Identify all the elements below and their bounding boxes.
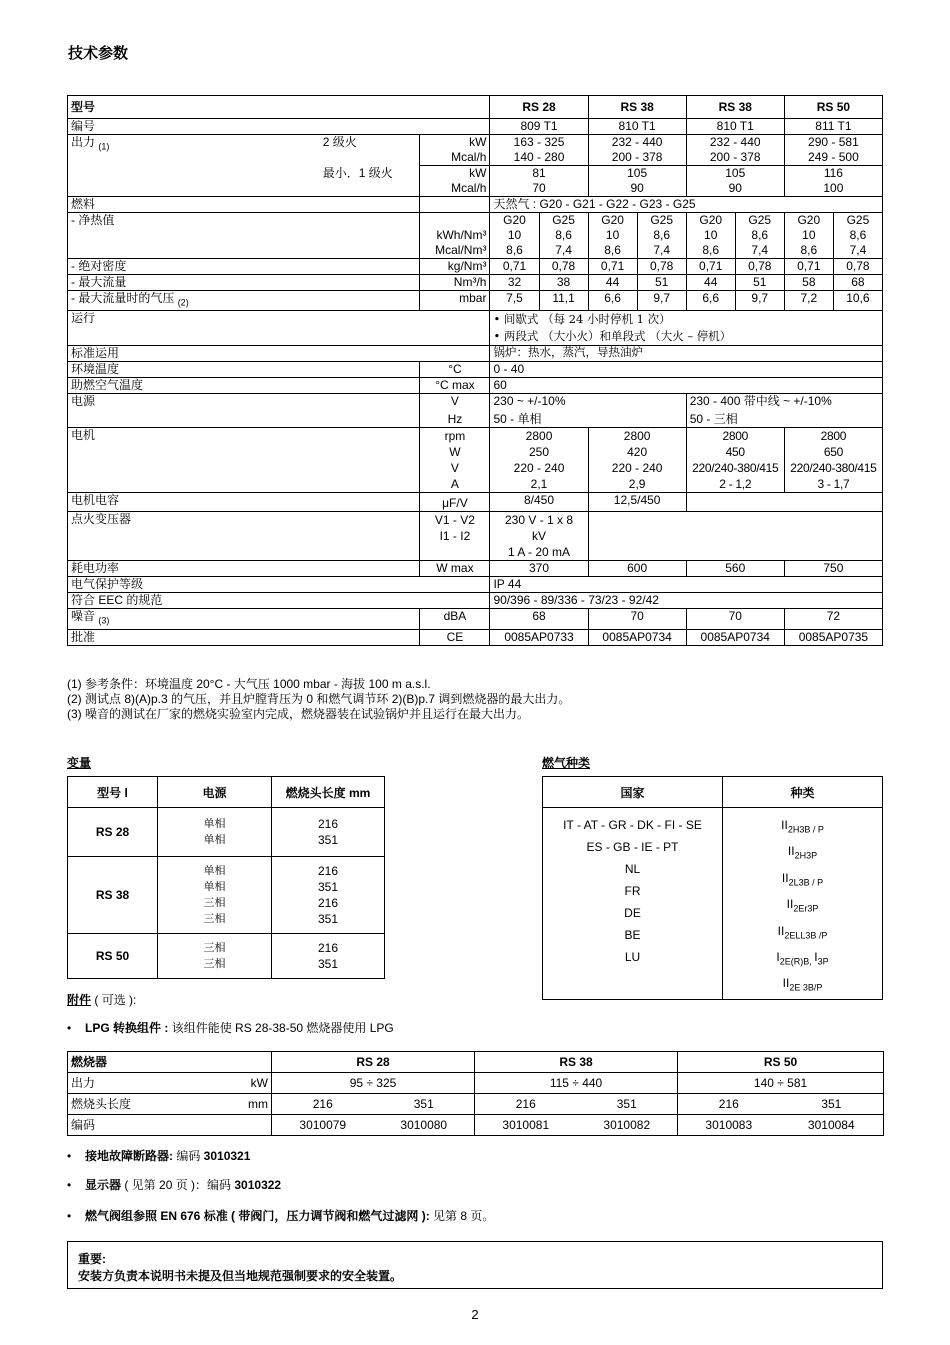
- code-label: 编号: [68, 119, 490, 135]
- unit: kW: [420, 135, 490, 151]
- value-cell: 90: [686, 181, 784, 197]
- value-cell: 220 - 240: [611, 461, 663, 476]
- operation-row: [68, 311, 883, 346]
- table-row: [68, 808, 385, 857]
- density-row: [68, 259, 883, 275]
- unit: mm: [248, 1097, 268, 1111]
- unit: μF/V: [420, 493, 490, 512]
- value-cell: 8,6: [588, 243, 637, 259]
- model-cell: RS 38: [68, 857, 158, 934]
- value-cell: 9,7: [735, 291, 784, 311]
- value-cell: 44: [686, 275, 735, 291]
- model-cell: RS 28: [272, 1052, 475, 1073]
- footnote: (2) 测试点 8)(A)p.3 的气压，并且炉膛背压为 0 和燃气调节环 2)(B)p.7 调到燃烧器的最大出力。: [67, 692, 571, 706]
- important-box: [67, 1241, 883, 1289]
- footnote: (3) 噪音的测试在厂家的燃烧实验室内完成，燃烧器装在试验锅炉并且运行在最大出力。: [67, 707, 530, 721]
- category-cell: $I_{2E(R)B,}$ $I_{3P}$: [776, 949, 829, 967]
- power-cell: 三相: [203, 957, 226, 970]
- value-cell: 0085AP0734: [686, 629, 784, 645]
- accessories-optional: ( 可选 ):: [94, 993, 137, 1007]
- value-cell: 0,71: [784, 259, 833, 275]
- model-row: [68, 96, 883, 119]
- value-cell: 0085AP0735: [784, 629, 882, 645]
- output-row: [68, 135, 883, 151]
- value-cell: 51: [637, 275, 686, 291]
- bullet-code: 3010321: [203, 1149, 251, 1163]
- value-cell: 38: [539, 275, 588, 291]
- bullet-code: 3010322: [234, 1178, 282, 1192]
- value-cell: 216: [678, 1094, 780, 1115]
- value-cell: 81: [490, 166, 588, 182]
- model-cell: RS 28: [68, 808, 158, 857]
- application-value: 锅炉：热水，蒸汽，导热油炉: [490, 346, 883, 362]
- variants-table: [67, 776, 385, 979]
- value-cell: 600: [588, 561, 686, 577]
- unit: dBA: [420, 609, 490, 629]
- value-cell: 12,5/450: [588, 493, 686, 512]
- bullet-title: 显示器: [85, 1178, 122, 1192]
- value-cell: 3 - 1,7: [817, 477, 850, 492]
- value-cell: 3010082: [577, 1115, 678, 1136]
- eec-label: 符合 EEC 的规范: [68, 593, 490, 609]
- fuel-label: 燃料: [68, 197, 420, 213]
- model-label: 型号: [68, 96, 490, 119]
- ambient-label: 环境温度: [68, 362, 420, 378]
- model-cell: RS 50: [68, 934, 158, 979]
- value-cell: 0,78: [833, 259, 882, 275]
- note-ref: (3): [98, 615, 110, 626]
- gas-type: G20: [588, 213, 637, 229]
- value-cell: 250: [529, 445, 550, 460]
- operation-label: 运行: [68, 311, 490, 346]
- power-value: 230 ~ +/-10%: [490, 394, 686, 410]
- value-cell: 105: [686, 166, 784, 182]
- unit: I1 - I2: [439, 529, 471, 544]
- value-cell: 7,4: [637, 243, 686, 259]
- value-cell: 0,71: [588, 259, 637, 275]
- fuel-row: [68, 197, 883, 213]
- value-cell: 105: [588, 166, 686, 182]
- power-value: 50 - 三相: [686, 409, 882, 428]
- category-cell: $II_{2H3P}$: [787, 844, 818, 861]
- lhv-label: - 净热值: [68, 213, 420, 259]
- value-cell: 90: [588, 181, 686, 197]
- value-cell: 2800: [722, 429, 748, 444]
- power-cell: 三相: [203, 941, 226, 954]
- code-row: [68, 119, 883, 135]
- value-cell: 8,6: [735, 228, 784, 243]
- value-cell: 10: [784, 228, 833, 243]
- application-label: 标准运用: [68, 346, 490, 362]
- value-cell: 7,5: [490, 291, 539, 311]
- length-cell: 216: [317, 896, 339, 910]
- stage2-label: 2 级火: [320, 135, 420, 166]
- approval-row: [68, 629, 883, 645]
- value-cell: 10,6: [833, 291, 882, 311]
- value-cell: 2800: [525, 429, 553, 444]
- important-text: 安装方负责本说明书未提及但当地规范强制要求的安全装置。: [78, 1269, 403, 1283]
- footnote: (1) 参考条件：环境温度 20°C - 大气压 1000 mbar - 海拔 100 m a.s.l.: [67, 677, 431, 691]
- value-cell: 351: [577, 1094, 678, 1115]
- operation-line: • 间歇式 （每 24 小时停机 1 次）: [493, 312, 671, 327]
- operation-line: • 两段式 （大小火）和单段式 （大火 – 停机）: [493, 329, 732, 344]
- power-cell: 三相: [203, 912, 226, 925]
- value-cell: 140 - 280: [490, 150, 588, 166]
- accessory-table: [67, 1051, 884, 1136]
- spec-table: [67, 95, 883, 646]
- bullet-title: 燃气阀组参照 EN 676 标准 ( 带阀门，压力调节阀和燃气过滤网 ):: [85, 1209, 430, 1223]
- value-cell: 0,78: [735, 259, 784, 275]
- acc-code-row: [68, 1115, 884, 1136]
- unit: W: [449, 445, 461, 460]
- gas-type: G20: [784, 213, 833, 229]
- unit: Hz: [420, 409, 490, 428]
- code-cell: 809 T1: [490, 119, 588, 135]
- value-cell: 10: [490, 228, 539, 243]
- value-cell: 0,71: [686, 259, 735, 275]
- gas-type: G25: [735, 213, 784, 229]
- approval-label: 批准: [68, 629, 420, 645]
- acc-length-row: [68, 1094, 884, 1115]
- variants-heading: 变量: [67, 756, 92, 770]
- value-cell: 2 - 1,2: [719, 477, 752, 492]
- gas-body-row: [543, 808, 883, 1000]
- category-cell: $II_{2Er3P}$: [786, 897, 819, 914]
- unit: kW: [420, 166, 490, 182]
- application-row: [68, 346, 883, 362]
- accessories-line: [67, 991, 136, 1008]
- page-number: 2: [471, 1307, 479, 1322]
- protection-label: 电气保护等级: [68, 577, 490, 593]
- value-cell: 70: [490, 181, 588, 197]
- accessories-heading: 附件: [67, 993, 92, 1007]
- country-cell: LU: [624, 950, 641, 964]
- value-cell: 2800: [623, 429, 651, 444]
- value-cell: 116: [784, 166, 882, 182]
- ignition-row: [68, 512, 883, 561]
- protection-value: IP 44: [490, 577, 883, 593]
- bullet-item: • 接地故障断路器: 编码 3010321: [67, 1149, 251, 1163]
- col-header: 电源: [158, 777, 272, 808]
- col-header: 种类: [723, 777, 883, 808]
- unit: CE: [420, 629, 490, 645]
- value-cell: 51: [735, 275, 784, 291]
- unit: Mcal/h: [420, 181, 490, 197]
- value-cell: 140 ÷ 581: [678, 1073, 884, 1094]
- value-cell: 249 - 500: [784, 150, 882, 166]
- value-cell: 232 - 440: [686, 135, 784, 151]
- value-cell: 95 ÷ 325: [272, 1073, 475, 1094]
- output-label: 出力: [71, 1076, 96, 1090]
- value-cell: 220 - 240: [513, 461, 565, 476]
- unit: °C: [420, 362, 490, 378]
- value-cell: 6,6: [588, 291, 637, 311]
- value-cell: 0,78: [539, 259, 588, 275]
- ignition-value: 230 V - 1 x 8: [505, 513, 574, 528]
- bullet-item: • 显示器 ( 见第 20 页 )：编码 3010322: [67, 1178, 282, 1192]
- value-cell: 100: [784, 181, 882, 197]
- value-cell: 3010083: [678, 1115, 780, 1136]
- lpg-text: 该组件能使 RS 28-38-50 燃烧器使用 LPG: [171, 1021, 394, 1035]
- unit: mbar: [420, 291, 490, 311]
- value-cell: 232 - 440: [588, 135, 686, 151]
- model-cell: RS 28: [490, 96, 588, 119]
- power-cell: 单相: [203, 833, 226, 846]
- stagemin-label: 最小．1 级火: [320, 166, 420, 197]
- unit: V1 - V2: [434, 513, 475, 528]
- lpg-bullet: • LPG 转换组件 : 该组件能使 RS 28-38-50 燃烧器使用 LPG: [67, 1021, 394, 1035]
- gas-table: [542, 776, 883, 1000]
- country-cell: NL: [624, 862, 641, 876]
- value-cell: 10: [686, 228, 735, 243]
- value-cell: 163 - 325: [490, 135, 588, 151]
- value-cell: 68: [490, 609, 588, 629]
- value-cell: 0085AP0734: [588, 629, 686, 645]
- category-cell: $II_{2ELL3B /P}$: [777, 923, 828, 940]
- value-cell: 70: [588, 609, 686, 629]
- col-header: 型号 l: [68, 777, 158, 808]
- page-title: 技术参数: [68, 45, 129, 62]
- value-cell: 8,6: [637, 228, 686, 243]
- gas-type-row: [68, 213, 883, 229]
- country-cell: DE: [624, 906, 641, 920]
- unit: Mcal/Nm³: [420, 243, 490, 259]
- unit: kW: [250, 1076, 268, 1090]
- unit: V: [420, 394, 490, 410]
- value-cell: 200 - 378: [588, 150, 686, 166]
- value-cell: 2,9: [628, 477, 646, 492]
- value-cell: 3010080: [374, 1115, 475, 1136]
- value-cell: 3010084: [780, 1115, 884, 1136]
- output-label: 出力: [71, 135, 96, 149]
- ignition-label: 点火变压器: [68, 512, 420, 561]
- bullet-item: • 燃气阀组参照 EN 676 标准 ( 带阀门，压力调节阀和燃气过滤网 ): 见第 8 页。: [67, 1209, 495, 1223]
- power-value: 230 - 400 带中线 ~ +/-10%: [686, 394, 882, 410]
- power-cell: 三相: [203, 896, 226, 909]
- value-cell: 351: [780, 1094, 884, 1115]
- country-cell: FR: [624, 884, 641, 898]
- lpg-title: LPG 转换组件 :: [85, 1021, 169, 1035]
- power-value: 50 - 单相: [490, 409, 686, 428]
- important-title: 重要:: [78, 1252, 106, 1266]
- value-cell: 750: [784, 561, 882, 577]
- acc-header-row: [68, 1052, 884, 1073]
- country-cell: ES - GB - IE - PT: [586, 840, 679, 854]
- length-cell: 351: [317, 880, 339, 894]
- model-cell: RS 38: [475, 1052, 678, 1073]
- variants-header-row: [68, 777, 385, 808]
- value-cell: 370: [490, 561, 588, 577]
- burner-label: 燃烧器: [68, 1052, 272, 1073]
- bullet-text: 见第 8 页。: [429, 1209, 495, 1223]
- note-ref: (1): [98, 141, 110, 152]
- bullet-text: ( 见第 20 页 )：编码: [121, 1178, 235, 1192]
- value-cell: 9,7: [637, 291, 686, 311]
- model-cell: RS 38: [686, 96, 784, 119]
- value-cell: 7,4: [735, 243, 784, 259]
- code-cell: 811 T1: [784, 119, 882, 135]
- value-cell: 8,6: [686, 243, 735, 259]
- value-cell: 10: [588, 228, 637, 243]
- value-cell: 32: [490, 275, 539, 291]
- value-cell: 7,2: [784, 291, 833, 311]
- ambient-row: [68, 362, 883, 378]
- gas-heading: 燃气种类: [542, 756, 591, 770]
- value-cell: 290 - 581: [784, 135, 882, 151]
- ambient-value: 0 - 40: [490, 362, 883, 378]
- motor-row: [68, 428, 883, 493]
- power-cell: 单相: [203, 864, 226, 877]
- pressure-label: - 最大流量时的气压: [71, 291, 175, 305]
- value-cell: 0,78: [637, 259, 686, 275]
- gas-type: G25: [539, 213, 588, 229]
- protection-row: [68, 577, 883, 593]
- unit: kg/Nm³: [420, 259, 490, 275]
- power-row: [68, 394, 883, 410]
- model-cell: RS 38: [588, 96, 686, 119]
- model-cell: RS 50: [678, 1052, 884, 1073]
- unit: V: [450, 461, 459, 476]
- value-cell: 3010079: [272, 1115, 374, 1136]
- air-temp-row: [68, 378, 883, 394]
- air-temp-value: 60: [490, 378, 883, 394]
- length-cell: 216: [317, 864, 339, 878]
- gas-type: G25: [833, 213, 882, 229]
- eec-value: 90/396 - 89/336 - 73/23 - 92/42: [490, 593, 883, 609]
- code-label: 编码: [68, 1115, 272, 1136]
- value-cell: 44: [588, 275, 637, 291]
- country-cell: IT - AT - GR - DK - FI - SE: [563, 818, 702, 832]
- gas-type: G20: [490, 213, 539, 229]
- unit: rpm: [444, 429, 466, 444]
- value-cell: 2800: [820, 429, 847, 444]
- country-cell: BE: [624, 928, 641, 942]
- code-cell: 810 T1: [686, 119, 784, 135]
- value-cell: 58: [784, 275, 833, 291]
- unit: W max: [420, 561, 490, 577]
- ignition-value: kV: [532, 529, 547, 544]
- value-cell: 216: [475, 1094, 577, 1115]
- category-cell: $II_{2E 3B/P}$: [782, 976, 823, 993]
- value-cell: 115 ÷ 440: [475, 1073, 678, 1094]
- power-cell: 单相: [203, 880, 226, 893]
- value-cell: 650: [823, 445, 843, 460]
- ignition-value: 1 A - 20 mA: [508, 545, 571, 560]
- density-label: - 绝对密度: [68, 259, 420, 275]
- consumption-row: [68, 561, 883, 577]
- noise-row: [68, 609, 883, 629]
- value-cell: 216: [272, 1094, 374, 1115]
- value-cell: 8,6: [539, 228, 588, 243]
- fuel-value: 天然气 : G20 - G21 - G22 - G23 - G25: [490, 197, 883, 213]
- motor-label: 电机: [68, 428, 420, 493]
- length-cell: 351: [317, 833, 339, 847]
- flow-label: - 最大流量: [68, 275, 420, 291]
- value-cell: 7,4: [833, 243, 882, 259]
- length-label: 燃烧头长度: [71, 1097, 132, 1111]
- air-temp-label: 助燃空气温度: [68, 378, 420, 394]
- value-cell: 68: [833, 275, 882, 291]
- value-cell: 200 - 378: [686, 150, 784, 166]
- category-cell: $II_{2H3B / P}$: [781, 818, 824, 835]
- unit: kWh/Nm³: [420, 228, 490, 243]
- value-cell: 0,71: [490, 259, 539, 275]
- noise-label: 噪音: [71, 609, 96, 624]
- value-cell: 11,1: [539, 291, 588, 311]
- flow-row: [68, 275, 883, 291]
- pressure-row: [68, 291, 883, 311]
- col-header: 燃烧头长度 mm: [272, 777, 385, 808]
- value-cell: 6,6: [686, 291, 735, 311]
- code-cell: 810 T1: [588, 119, 686, 135]
- gas-type: G25: [637, 213, 686, 229]
- gas-header-row: [543, 777, 883, 808]
- table-row: [68, 934, 385, 979]
- bullet-title: 接地故障断路器:: [85, 1149, 173, 1163]
- col-header: 国家: [543, 777, 723, 808]
- note-ref: (2): [177, 297, 189, 308]
- table-row: [68, 857, 385, 934]
- length-cell: 351: [317, 957, 339, 971]
- unit: Mcal/h: [420, 150, 490, 166]
- eec-row: [68, 593, 883, 609]
- value-cell: 0085AP0733: [490, 629, 588, 645]
- value-cell: 8,6: [833, 228, 882, 243]
- value-cell: 220/240-380/415: [692, 461, 779, 476]
- unit: A: [450, 477, 459, 492]
- bullet-text: 编码: [173, 1149, 204, 1163]
- value-cell: 351: [374, 1094, 475, 1115]
- length-cell: 351: [317, 912, 339, 926]
- consumption-label: 耗电功率: [68, 561, 420, 577]
- length-cell: 216: [317, 941, 339, 955]
- category-cell: $II_{2L3B / P}$: [781, 870, 824, 888]
- unit: Nm³/h: [420, 275, 490, 291]
- value-cell: 70: [686, 609, 784, 629]
- value-cell: 8/450: [490, 493, 588, 512]
- value-cell: 420: [627, 445, 648, 460]
- gas-type: G20: [686, 213, 735, 229]
- value-cell: 8,6: [784, 243, 833, 259]
- capacitor-row: [68, 493, 883, 512]
- value-cell: 220/240-380/415: [790, 461, 877, 476]
- value-cell: 3010081: [475, 1115, 577, 1136]
- value-cell: 2,1: [530, 477, 548, 492]
- value-cell: 450: [725, 445, 745, 460]
- length-cell: 216: [317, 817, 339, 831]
- value-cell: 7,4: [539, 243, 588, 259]
- value-cell: 8,6: [490, 243, 539, 259]
- unit: °C max: [420, 378, 490, 394]
- model-cell: RS 50: [784, 96, 882, 119]
- power-cell: 单相: [203, 817, 226, 830]
- value-cell: 72: [784, 609, 882, 629]
- value-cell: 560: [686, 561, 784, 577]
- power-label: 电源: [68, 394, 420, 428]
- acc-output-row: [68, 1073, 884, 1094]
- capacitor-label: 电机电容: [68, 493, 420, 512]
